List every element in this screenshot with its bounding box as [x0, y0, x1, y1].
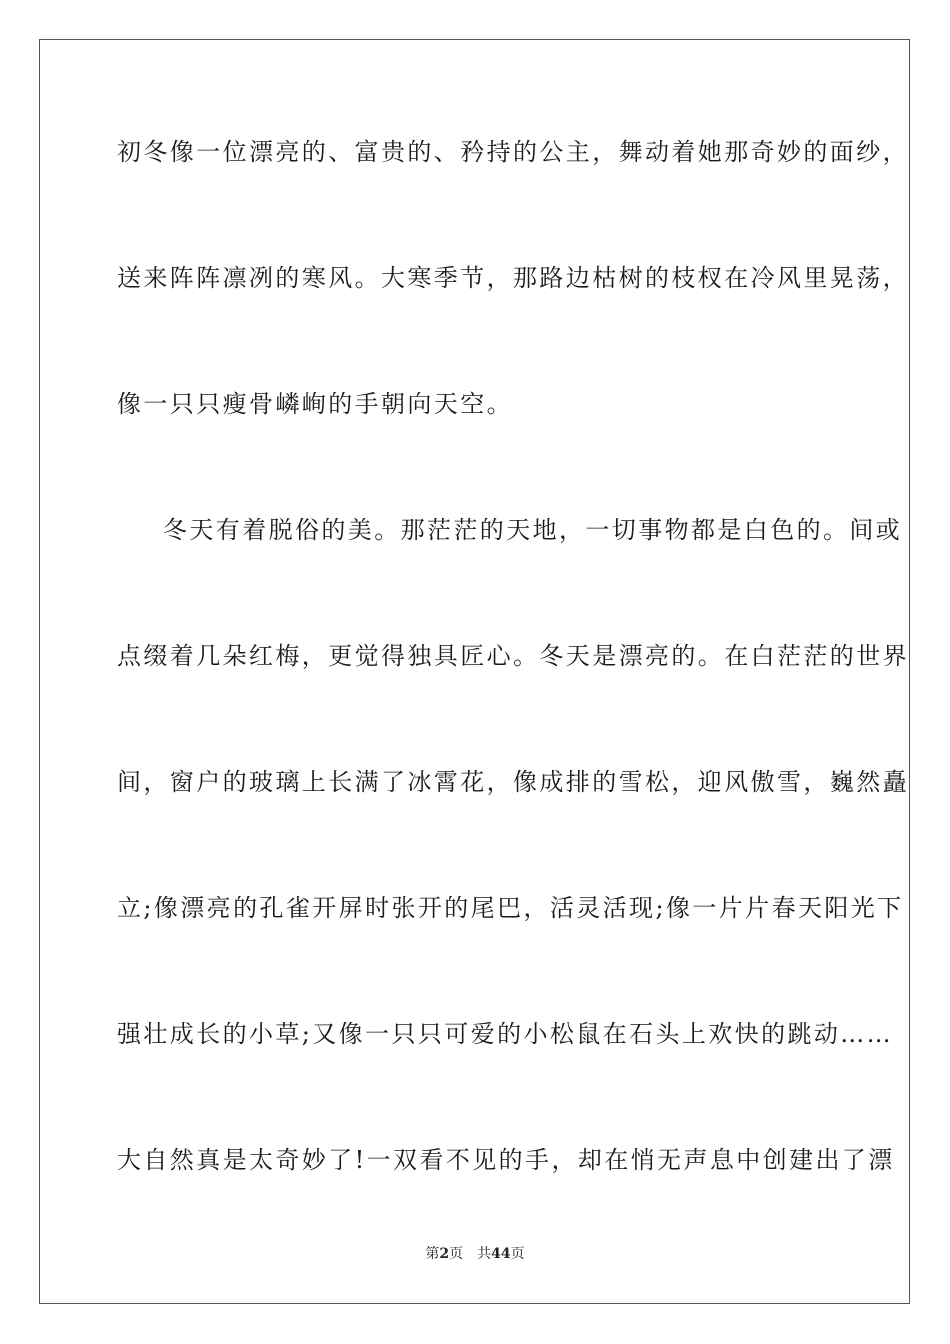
total-prefix: 共	[477, 1246, 492, 1262]
total-suffix: 页	[510, 1246, 525, 1262]
text-line-8: 强壮成长的小草;又像一只只可爱的小松鼠在石头上欢快的跳动……	[117, 1020, 894, 1048]
page-footer	[0, 1245, 950, 1263]
text-line-2: 送来阵阵凛冽的寒风。大寒季节，那路边枯树的枝杈在冷风里晃荡，	[117, 264, 909, 292]
page-prefix: 第	[425, 1246, 440, 1262]
text-line-7: 立;像漂亮的孔雀开屏时张开的尾巴，活灵活现;像一片片春天阳光下	[117, 894, 904, 922]
text-line-4: 冬天有着脱俗的美。那茫茫的天地，一切事物都是白色的。间或	[163, 516, 903, 544]
text-line-3: 像一只只瘦骨嶙峋的手朝向天空。	[117, 390, 513, 418]
text-line-6: 间，窗户的玻璃上长满了冰霄花，像成排的雪松，迎风傲雪，巍然矗	[117, 768, 909, 796]
text-line-5: 点缀着几朵红梅，更觉得独具匠心。冬天是漂亮的。在白茫茫的世界	[117, 642, 909, 670]
total-pages: 44	[491, 1246, 511, 1262]
text-line-1: 初冬像一位漂亮的、富贵的、矜持的公主，舞动着她那奇妙的面纱，	[117, 138, 909, 166]
page-number: 2	[439, 1246, 450, 1262]
page-suffix: 页	[449, 1246, 464, 1262]
text-line-9: 大自然真是太奇妙了!一双看不见的手，却在悄无声息中创建出了漂	[117, 1146, 895, 1174]
